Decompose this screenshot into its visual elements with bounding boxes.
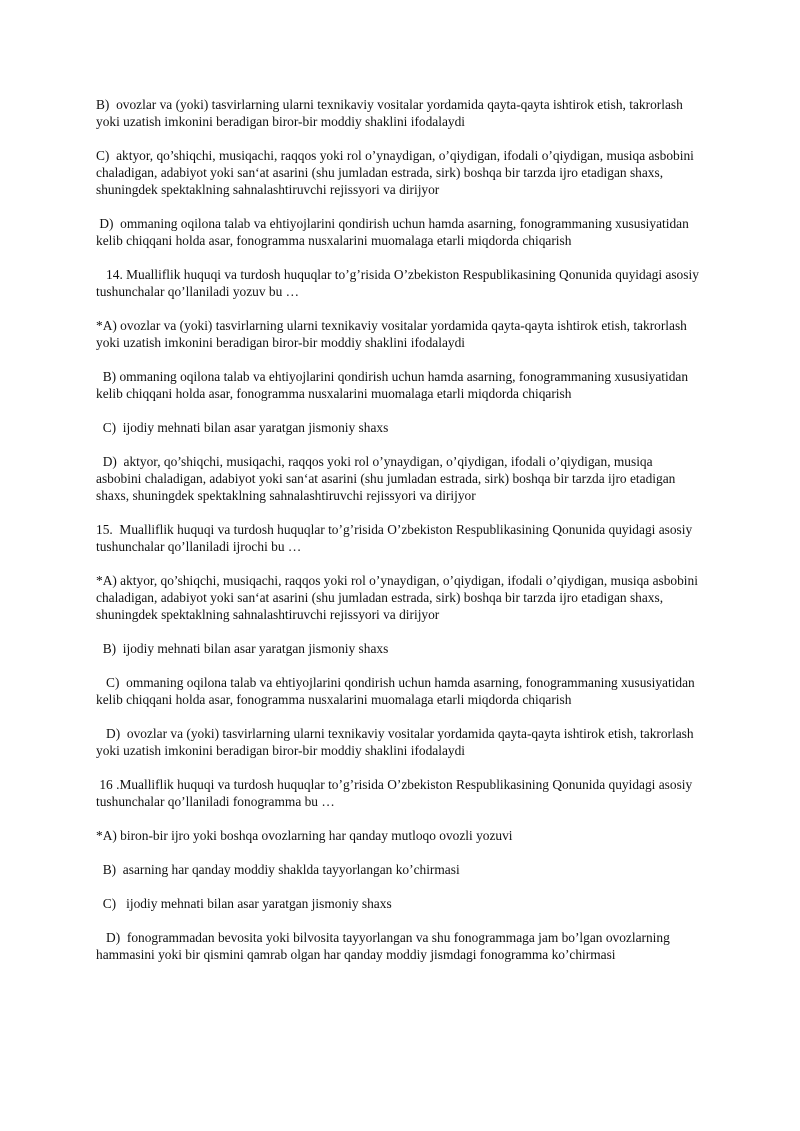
answer-option-b-q13: B) ovozlar va (yoki) tasvirlarning ularni texnikaviy vositalar yordamida qayta-qayta ishtirok etish, takrorlash yoki uzatish imkonini beradigan biror-bir moddiy shaklini ifodalaydi xyxy=(96,97,687,129)
answer-option-d-q13: D) ommaning oqilona talab va ehtiyojlarini qondirish uchun hamda asarning, fonogrammaning xususiyatidan kelib chiqqani holda asar, fonogramma nusxalarini muomalaga etarli miqdorda chiqarish xyxy=(96,216,693,248)
question-15: 15. Mualliflik huquqi va turdosh huquqlar to’g’risida O’zbekiston Respublikasining Qonunida quyidagi asosiy tushunchalar qo’llaniladi ijrochi bu … xyxy=(96,522,696,554)
answer-option-d-q15: D) ovozlar va (yoki) tasvirlarning ularni texnikaviy vositalar yordamida qayta-qayta ishtirok etish, takrorlash yoki uzatish imkonini beradigan biror-bir moddiy shaklini ifodalaydi xyxy=(96,726,697,758)
question-16: 16 .Mualliflik huquqi va turdosh huquqlar to’g’risida O’zbekiston Respublikasining Qonunida quyidagi asosiy tushunchalar qo’llaniladi fonogramma bu … xyxy=(96,777,696,809)
answer-option-d-q14: D) aktyor, qo’shiqchi, musiqachi, raqqos yoki rol o’ynaydigan, o’qiydigan, ifodali o’qiydigan, musiqa asbobini chaladigan, adabiyot yoki san‘at asarini (shu jumladan estrada, sirk) boshqa bir tarzda ijro etadigan shaxs, shuningdek spektaklning sahnalashtiruvchi rejissyori va dirijyor xyxy=(96,454,679,503)
answer-option-a-q15: *A) aktyor, qo’shiqchi, musiqachi, raqqos yoki rol o’ynaydigan, o’qiydigan, ifodali o’qiydigan, musiqa asbobini chaladigan, adabiyot yoki san‘at asarini (shu jumladan estrada, sirk) boshqa bir tarzda ijro etadigan shaxs, shuningdek spektaklning sahnalashtiruvchi rejissyori va dirijyor xyxy=(96,573,702,622)
answer-option-c-q16: C) ijodiy mehnati bilan asar yaratgan jismoniy shaxs xyxy=(96,896,392,911)
answer-option-b-q14: B) ommaning oqilona talab va ehtiyojlarini qondirish uchun hamda asarning, fonogrammaning xususiyatidan kelib chiqqani holda asar, fonogramma nusxalarini muomalaga etarli miqdorda chiqarish xyxy=(96,369,692,401)
answer-option-a-q14: *A) ovozlar va (yoki) tasvirlarning ularni texnikaviy vositalar yordamida qayta-qayta ishtirok etish, takrorlash yoki uzatish imkonini beradigan biror-bir moddiy shaklini ifodalaydi xyxy=(96,318,691,350)
question-14: 14. Mualliflik huquqi va turdosh huquqlar to’g’risida O’zbekiston Respublikasining Qonunida quyidagi asosiy tushunchalar qo’llaniladi yozuv bu … xyxy=(96,267,703,299)
answer-option-c-q13: C) aktyor, qo’shiqchi, musiqachi, raqqos yoki rol o’ynaydigan, o’qiydigan, ifodali o’qiydigan, musiqa asbobini chaladigan, adabiyot yoki san‘at asarini (shu jumladan estrada, sirk) boshqa bir tarzda ijro etadigan shaxs, shuningdek spektaklning sahnalashtiruvchi rejissyori va dirijyor xyxy=(96,148,698,197)
answer-option-c-q14: C) ijodiy mehnati bilan asar yaratgan jismoniy shaxs xyxy=(96,420,389,435)
answer-option-d-q16: D) fonogrammadan bevosita yoki bilvosita tayyorlangan va shu fonogrammaga jam bo’lgan ovozlarning hammasini yoki bir qismini qamrab olgan har qanday moddiy jismdagi fonogramma ko’chirmasi xyxy=(96,930,674,962)
answer-option-b-q16: B) asarning har qanday moddiy shaklda tayyorlangan ko’chirmasi xyxy=(96,862,460,877)
answer-option-c-q15: C) ommaning oqilona talab va ehtiyojlarini qondirish uchun hamda asarning, fonogrammaning xususiyatidan kelib chiqqani holda asar, fonogramma nusxalarini muomalaga etarli miqdorda chiqarish xyxy=(96,675,699,707)
answer-option-a-q16: *A) biron-bir ijro yoki boshqa ovozlarning har qanday mutloqo ovozli yozuvi xyxy=(96,828,513,843)
answer-option-b-q15: B) ijodiy mehnati bilan asar yaratgan jismoniy shaxs xyxy=(96,641,389,656)
